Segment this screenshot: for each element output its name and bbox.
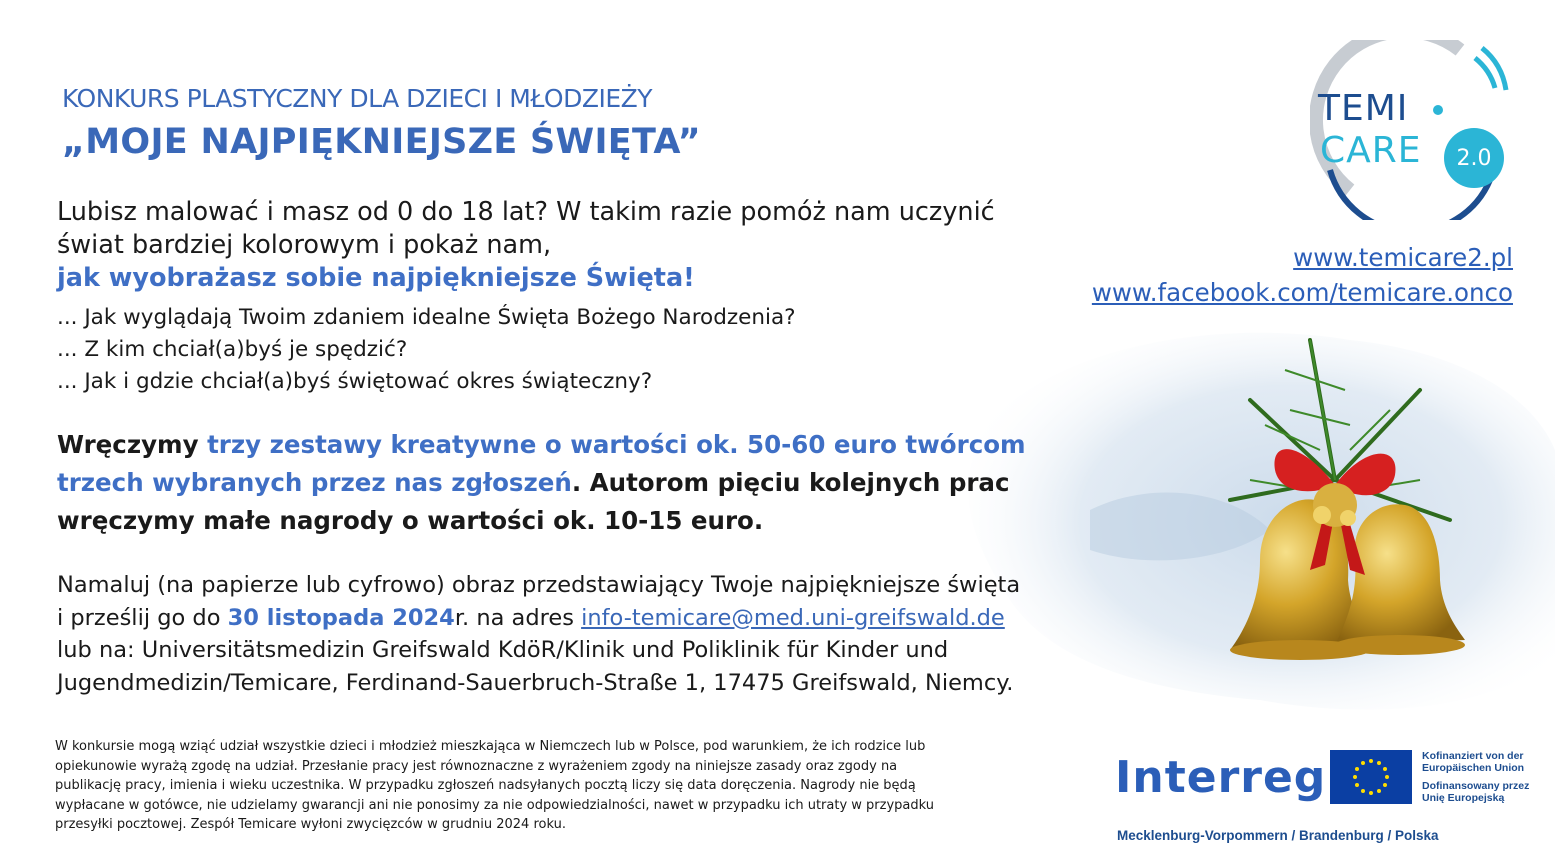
intro-paragraph <box>57 196 1057 295</box>
facebook-link[interactable]: www.facebook.com/temicare.onco <box>1091 278 1513 307</box>
instruction-text: i prześlij go do <box>57 604 228 631</box>
project-links <box>1092 240 1513 310</box>
address-line: lub na: Universitätsmedizin Greifswald KdöR/Klinik und Poliklinik für Kinder und <box>57 637 949 663</box>
question-item: ... Jak i gdzie chciał(a)byś świętować okres świąteczny? <box>57 369 653 394</box>
logo-version-badge: 2.0 <box>1444 128 1504 188</box>
prize-text: . Autorom pięciu kolejnych prac <box>571 468 1010 497</box>
logo-text-temi: TEMI <box>1318 88 1409 129</box>
eu-flag-icon <box>1330 750 1412 804</box>
eu-cofinancing-text <box>1422 750 1529 804</box>
eu-text-line: Kofinanziert von der <box>1422 750 1524 762</box>
eu-text-line: Unię Europejską <box>1422 792 1505 804</box>
terms-footnote <box>55 737 1035 835</box>
intro-line: Lubisz malować i masz od 0 do 18 lat? W takim razie pomóż nam uczynić <box>57 197 995 227</box>
questions-list <box>57 302 796 398</box>
temicare-logo <box>1310 40 1520 220</box>
submission-instructions <box>57 569 1020 699</box>
footnote-line: opiekunowie wyrażą zgodę na udział. Przesłanie pracy jest równoznaczne z wyrażeniem zgody na niniejsze zasady oraz zgody na <box>55 758 898 774</box>
address-line: Jugendmedizin/Temicare, Ferdinand-Sauerbruch-Straße 1, 17475 Greifswald, Niemcy. <box>57 669 1014 696</box>
instruction-text: r. na adres <box>454 604 582 631</box>
website-link[interactable]: www.temicare2.pl <box>1293 243 1513 272</box>
intro-line: świat bardziej kolorowym i pokaż nam, <box>57 230 552 260</box>
contest-title: „MOJE NAJPIĘKNIEJSZE ŚWIĘTA” <box>62 122 701 162</box>
footnote-line: przesyłki pocztowej. Zespół Temicare wyłoni zwycięzców w grudniu 2024 roku. <box>55 817 566 832</box>
prize-highlight: trzy zestawy kreatywne o wartości ok. 50-60 euro twórcom <box>207 430 1026 459</box>
interreg-logo: Interreg <box>1115 752 1327 803</box>
footnote-line: W konkursie mogą wziąć udział wszystkie dzieci i młodzież mieszkająca w Niemczech lub w Polsce, pod warunkiem, że ich rodzice lub <box>55 739 926 754</box>
email-link[interactable]: info-temicare@med.uni-greifswald.de <box>581 604 1005 631</box>
contest-subtitle: KONKURS PLASTYCZNY DLA DZIECI I MŁODZIEŻY <box>62 84 653 113</box>
question-item: ... Jak wyglądają Twoim zdaniem idealne Święta Bożego Narodzenia? <box>57 305 796 330</box>
instruction-line: Namaluj (na papierze lub cyfrowo) obraz przedstawiający Twoje najpiękniejsze święta <box>57 572 1021 598</box>
footnote-line: publikację pracy, imienia i wieku uczestnika. W przypadku zgłoszeń nadsyłanych pocztą liczy się data doręczenia. Nagrody nie będą <box>55 778 916 793</box>
eu-text-line: Dofinansowany przez <box>1422 780 1530 792</box>
interreg-region: Mecklenburg-Vorpommern / Brandenburg / Polska <box>1117 828 1439 843</box>
intro-highlight: jak wyobrażasz sobie najpiękniejsze Święta! <box>57 263 695 293</box>
prize-highlight: trzech wybranych przez nas zgłoszeń <box>57 468 572 497</box>
logo-text-care: CARE <box>1320 130 1422 171</box>
footnote-line: wypłacane w gotówce, nie udzielamy gwarancji ani nie ponosimy za nie odpowiedzialności, nawet w przypadku ich utraty w przypadku <box>55 797 935 813</box>
prize-text: wręczymy małe nagrody o wartości ok. 10-15 euro. <box>57 506 764 535</box>
prize-paragraph <box>57 426 1026 540</box>
deadline-date: 30 listopada 2024 <box>227 604 455 631</box>
christmas-bells-image <box>1190 330 1480 690</box>
question-item: ... Z kim chciał(a)byś je spędzić? <box>57 337 408 362</box>
eu-text-line: Europäischen Union <box>1422 762 1525 774</box>
prize-text: Wręczymy <box>57 430 208 459</box>
